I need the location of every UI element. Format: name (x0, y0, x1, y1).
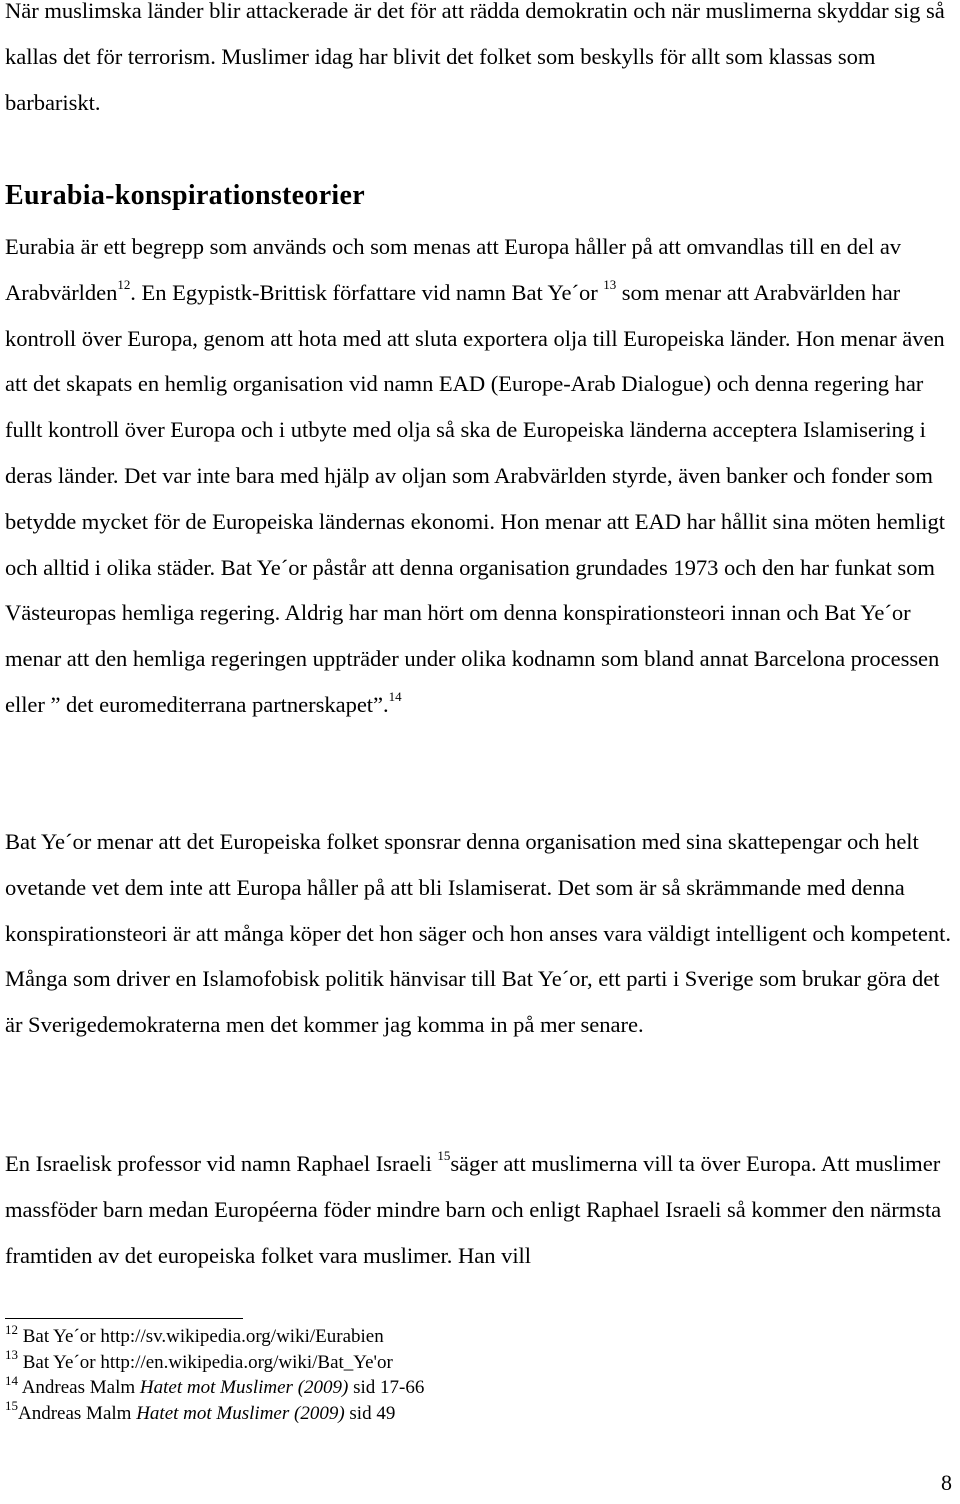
section-heading: Eurabia-konspirationsteorier (5, 180, 365, 211)
footnote-ref-13[interactable]: 13 (603, 277, 617, 293)
footnote-text: Bat Ye´or http://en.wikipedia.org/wiki/Bat_Ye'or (18, 1351, 393, 1373)
footnote-number: 13 (5, 1347, 18, 1363)
intro-paragraph (5, 0, 958, 125)
intro-text: När muslimska länder blir attackerade är det för att rädda demokratin och när muslimerna skyddar sig så kallas det för terrorism. Muslimer idag har blivit det folket som beskylls för allt som klassas som barbariskt. (5, 0, 945, 115)
paragraph-text: En Israelisk professor vid namn Raphael Israeli (5, 1151, 438, 1176)
footnote-text: Andreas Malm (18, 1377, 140, 1398)
paragraph-text: säger att muslimerna vill ta över Europa. Att muslimer massföder barn medan Européerna föder mindre barn och enligt Raphael Israeli så kommer den närmsta framtiden av det europeiska folket vara muslimer. Han vill (5, 1151, 942, 1268)
footnote-ref-14[interactable]: 14 (388, 689, 402, 705)
footnote-text: sid 49 (344, 1402, 396, 1424)
footnote-title: Hatet mot Muslimer (2009) (139, 1377, 349, 1398)
footnote-text: Bat Ye´or http://sv.wikipedia.org/wiki/Eurabien (18, 1326, 384, 1347)
footnote-item (5, 1321, 424, 1350)
footnote-number: 12 (5, 1321, 18, 1337)
footnote-number: 14 (5, 1372, 18, 1388)
footnote-ref-15[interactable]: 15 (437, 1148, 451, 1164)
footnote-separator (5, 1318, 243, 1319)
paragraph-text: . En Egypistk-Brittisk författare vid namn Bat Ye´or (130, 279, 604, 305)
eurabia-paragraph (5, 224, 958, 728)
israeli-paragraph (5, 1141, 958, 1278)
footnote-item (5, 1347, 424, 1376)
paragraph-text: Eurabia är ett begrepp som används och som menas att Europa håller på att omvandlas till en del av Arabvärlden (5, 234, 902, 305)
footnote-title: Hatet mot Muslimer (2009) (136, 1402, 345, 1424)
paragraph-text: Bat Ye´or menar att det Europeiska folket sponsrar denna organisation med sina skattepengar och helt ovetande vet dem inte att Europa håller på att bli Islamiserat. Det som är så skrämmande med denna konspirationsteori är att många köper det hon säger och hon anses vara väldigt intelligent och kompetent. Många som driver en Islamofobisk politik hänvisar till Bat Ye´or, ett parti i Sverige som brukar göra det är Sverigedemokraterna men det kommer jag komma in på mer senare. (5, 829, 951, 1038)
page-number: 8 (941, 1470, 952, 1495)
sponsor-paragraph (5, 819, 958, 1048)
footnote-ref-12[interactable]: 12 (117, 277, 131, 293)
footnote-list (5, 1321, 425, 1426)
footnote-text: sid 17-66 (348, 1377, 425, 1398)
footnote-number: 15 (5, 1398, 18, 1414)
paragraph-text: som menar att Arabvärlden har kontroll över Europa, genom att hota med att sluta exportera olja till Europeiska länder. Hon menar även att det skapats en hemlig organisation vid namn EAD (Europe-Arab Dialogue) och denna regering har fullt kontroll över Europa och i utbyte med olja så ska de Europeiska länderna acceptera Islamisering i deras länder. Det var inte bara med hjälp av oljan som Arabvärlden styrde, även banker och fonder som betydde mycket för de Europeiska ländernas ekonomi. Hon menar att EAD har hållit sina möten hemligt och alltid i olika städer. Bat Ye´or påstår att denna organisation grundades 1973 och den har funkat som Västeuropas hemliga regering. Aldrig har man hört om denna konspirationsteori innan och Bat Ye´or menar att den hemliga regeringen uppträder under olika kodnamn som bland annat Barcelona processen eller ” det euromediterrana partnerskapet”. (5, 279, 945, 717)
footnote-text: Andreas Malm (18, 1402, 137, 1424)
footnote-item (5, 1372, 425, 1401)
footnote-item (5, 1398, 424, 1427)
